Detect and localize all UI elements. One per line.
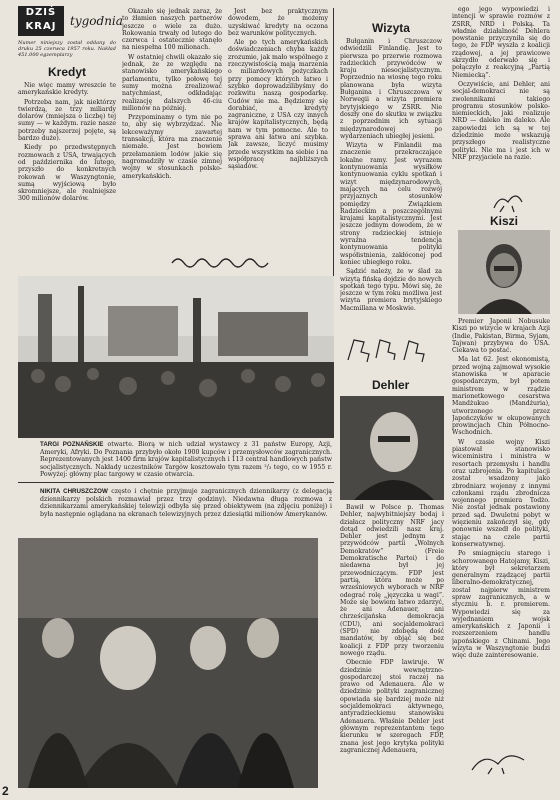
chruszczow-photo bbox=[18, 538, 318, 788]
col2-p1: Okazało się jednak zaraz, że to żłamien naszych partnerów jeszcze o wiele za dużo. Rokowania trwały od lutego do czerwca i ostatecznie stanęło na niespełna 100 milionach. bbox=[122, 8, 222, 52]
col5-p1: ego jego wypowiedzi i intencji w sprawie rozmów z ZSRR, NRD i Polską. Ta władnie działalność Dehlera powstanie przyczyniła się do tego, że FDP wyszła z koalicji rządowej, a jej prawicowe skrzydło oderwało się i połączyło z reakcyjną „Partią Niemiecką”. bbox=[452, 6, 550, 79]
section-logo bbox=[18, 6, 64, 36]
wizyta-title: Wizyta bbox=[372, 21, 410, 35]
chruszczow-caption-bold: NIKITA CHRUSZCZOW bbox=[40, 488, 108, 495]
dehler-continued bbox=[452, 6, 550, 202]
logo-line-1: DZIŚ bbox=[25, 7, 57, 18]
doodle-figure bbox=[490, 188, 526, 214]
kiszi-title: Kiszi bbox=[490, 214, 519, 228]
wizyta-p3: Sądzić należy, że w ślad za wizytą fińską dojdzie do nowych spotkań tego typu. Mówi się, że jeszcze w tym roku możliwa jest wizyta premiera brytyjskiego Macmillana w Moskwie. bbox=[340, 268, 442, 312]
kredyt-continued-2 bbox=[228, 8, 328, 248]
print-note: Numer niniejszy został oddany do druku 25 czerwca 1957 roku. Nakład 451.000 egzemplarzy bbox=[18, 40, 116, 58]
kiszi-p3: W czasie wojny Kiszi piastował stanowisko wiceministra i ministra w resortach przemysłu i handlu oraz uzbrojenia. Po kapitulacji został wsadzony jako zbrodniarz wojenny z innymi członkami rządu zbrodnicza wojennego premiera Todżo. Nie został jednak postawiony przed sąd. Dwuletni pobyt w więzieniu zakończył się, gdy ponownie wszedł do polityki, stając na czele partii konserwatywnej. bbox=[452, 438, 550, 548]
dehler-p2: Obecnie FDP lawiruje. W dziedzinie wewnętrzno-gospodarczej stoi raczej na prawo od Adenauera. Ale w dziedzinie polityki zagranicznej opowiada się bardziej może niż socjaldemokraci aktywnego, antyradzieckiemu stanowisku Adenauera. Właśnie Dehler jest głównym reprezentantem tego kierunku w szeregach FDP, znana jest jego krytyka polityki zagranicznej Adenauera, bbox=[340, 659, 444, 754]
col3-p1: Jest bez praktycznym dowodem, że możemy uzyskiwać kredyty na oczona bez warunków politycznych. bbox=[228, 8, 328, 37]
chairs-illustration bbox=[342, 322, 442, 368]
kredyt-p3: Kiedy po przedwstępnych rozmowach z USA, trwających od października do lutego, przyszło do konkretnych rokowań w Waszyngtonie, sumą wyjściową było skromniejsze, ale realniejsze 300 milionów dolarów. bbox=[18, 144, 116, 203]
targi-caption-text: otwarte. Biorą w nich udział wystawcy z 31 państw Europy, Azji, Ameryki, Afryki. Do Poznania przybyło około 1900 kupców i przemysłowców zagranicznych. Reprezentowanych jest 1400 firm krajów kapitalistycznych i 113 central handlowych państw socjalistycznych. Nakłady uczestników Targów kosztowało tym razem ²/₃ tego, co w 1955 r. Powyżej: główny plac targowy w czasie otwarcia. bbox=[40, 441, 332, 478]
signature-mark bbox=[170, 254, 280, 268]
doodle-bird bbox=[468, 744, 528, 780]
targi-caption-bold: TARGI POZNAŃSKIE bbox=[40, 441, 104, 448]
chruszczow-caption bbox=[40, 488, 332, 518]
kredyt-p1: Nie więc mamy wreszcie te amerykańskie kredyty. bbox=[18, 82, 116, 97]
kiszi-p1: Premier Japonii Nobusuke Kiszi po wizycie w krajach Azji (Indie, Pakistan, Birma, Syjam, Tajwan) przybywa do USA. Ciekawa to postać. bbox=[452, 318, 550, 355]
col2-p3: Przypominamy o tym nie po to, aby się wybrzydzać. Nie lekceważymy zawartej transakcji, która ma znaczenie niemałe. Jest bowiem przełamaniem lodów jakie się nagromadziły w czasie zimnej wojny w stosunkach polsko-amerykańskich. bbox=[122, 114, 222, 180]
kredyt-article bbox=[18, 64, 116, 274]
column-divider bbox=[333, 8, 334, 278]
wizyta-article bbox=[340, 20, 442, 372]
col5-p2: Oczywiście, ani Dehler, ani socjal-demokraci nie są zwolennikami takiego programu stosunków polsko-niemieckich, jaki realizuje NRD — daleko im daleko. Ale zapowiedzi ich są w tej dziedzinie może wskazują przyszłego realistyczne polityki. Nie ma i jest ich w NRF przyjaciele na razie. bbox=[452, 80, 550, 161]
dehler-p1: Bawił w Polsce p. Thomas Dehler, najwybitniejszy bodaj i działacz polityczny NRF jacy dotąd odwiedzili nasz kraj. Dehler jest jednym z przywódców partii „Wolnych Demokratów” (Freie Demokratische Partei) i do niedawna był jej przewodniczącym. FDP jest partią, która może po wrześniowych wyborach w NRF odegrać rolę „języczka u wagi”. Może się bowiem łatwo zdarzyć, że ani Adenauer, ani chrześcijańska demokracja (CDU), ani socjaldemokraci (SPD) nie zdobędą dość mandatów, by objąć się bez koalicji z FDP przy tworzeniu nowego rządu. bbox=[340, 504, 444, 657]
kiszi-article bbox=[452, 318, 550, 794]
dehler-portrait bbox=[340, 396, 444, 500]
caption-divider bbox=[18, 482, 334, 483]
wizyta-p2: Wizyta w Finlandii ma znaczenie przekraczające lokalne ramy. Jest wyrazem kontynuowania wysiłków kontynuowania cyklu spotkań i wizyt międzynarodowych, mających na celu rozwój przyjaznych stosunków pomiędzy Związkiem Radzieckim a poszczególnymi krajami kapitalistycznymi. Jest jeszcze jednym dowodem, że w strony radzieckiej istnieje wyraźna tendencja kontynuowania polityki współistnienia, zakłóconej pod koniec ubiegłego roku. bbox=[340, 142, 442, 266]
col3-p2: Ale po tych amerykańskich doświadczeniach chyba każdy zrozumie, jak mało wspólnego z rzeczywistością mają marzenia o miliardowych pożyczkach przy pomocy których łatwo i szybko doprowadzilibyśmy do rozkwitu naszą gospodarkę. Cudów nie ma. Będziemy się dorabiać, a kredyty zagraniczne, z USA czy innych krajów kapitalistycznych, będą nam w tym pomocne. Ale to sprawa ani łatwa ani szybka. Jak zawsze, liczyć musimy przede wszystkim na siebie i na współpracę najbliższych sąsiadów. bbox=[228, 39, 328, 171]
kiszi-p2: Ma lat 62. Jest ekonomistą, przed wojną zajmował wysokie stanowiska w aparacie gospodarczym, był potem ministrem w rządzie marionetkowego cesarstwa Mandżukuo (Mandżuria), utworzonego przez Japończyków w okupowanych prowincjach Chin Północno-Wschodnich. bbox=[452, 356, 550, 437]
wizyta-p1: Bułganin i Chruszczow odwiedzili Finlandię. Jest to pierwsza po przerwie rozmowa radzieckich przywódców w kraju niesocjalistycznym. Poprzednio na wiosnę tego roku planowana była wizyta Bułganina i Chruszczowa w Norwegii a wizyta premiera brytyjskiego w ZSRR. Nie doszły one do skutku w związku z poprzednim ich sytuacji międzynarodowej po wydarzeniach ubiegłej jesieni. bbox=[340, 38, 442, 140]
targi-caption bbox=[40, 441, 332, 479]
kiszi-p4: Po smiagnięciu starego i schorowanego Hatojamy, Kiszi, który był sekretarzem generalnym rządzącej partii liberalno-demokratycznej, został najpierw ministrem spraw zagranicznych, a w styczniu b. r. premierem. Wypowiedzi się za wyjednaniem wojsk amerykańskich z Japonii i rozszerzeniem handlu japońskiego z Chinami. Jego wizyta w Waszyngtonie budzi więc duże zainteresowanie. bbox=[452, 550, 550, 660]
col2-p2: W ostatniej chwili okazało się jednak, że ze względu na stanowisko amerykańskiego parlamentu, tylko połowę tej sumy można zrealizować natychmiast, odkładając realizację dalszych 46-ciu milionów na później. bbox=[122, 53, 222, 112]
section-title: tygodnia bbox=[70, 14, 123, 28]
kredyt-p2: Potrzeba nam, jak niektórzy twierdzą, ze trzy miliardy dolarów (mniejsza o liczbę) tej sumy — w każdym. razie nasze potrzeby najszerzej pojęte, są bardzo duże). bbox=[18, 98, 116, 143]
page-number: 2 bbox=[2, 784, 9, 798]
chruszczow-caption-text: często i chętnie przyjmuje zagranicznych dziennikarzy (z delegacją dziennikarzy polskich rozmawiał przez trzy godziny). Niedawna długa rozmowa z dziennikarzami amerykańskiej telewizji odbyła się przed obiektywem (na zdjęciu poniżej) i była następnie oglądana na ekranach telewizyjnych przez dziesiątki milionów Amerykanów. bbox=[40, 488, 332, 518]
targi-photo bbox=[18, 276, 334, 438]
logo-line-2: KRAJ bbox=[25, 21, 57, 32]
dehler-article bbox=[340, 504, 444, 790]
kiszi-portrait bbox=[458, 230, 550, 314]
kredyt-continued-1 bbox=[122, 8, 222, 270]
kredyt-title: Kredyt bbox=[47, 65, 86, 79]
dehler-title: Dehler bbox=[372, 378, 410, 392]
